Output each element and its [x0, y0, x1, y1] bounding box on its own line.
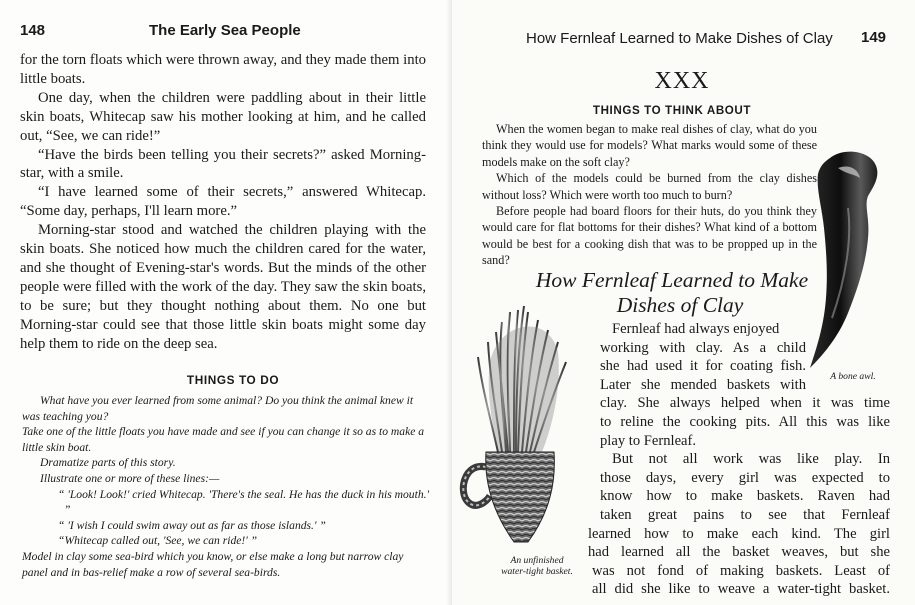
- paragraph: Morning-star stood and watched the children playing with the skin boats. She noticed how much the children cared for the water, and she thought of Evening-star's words. But the minds of the other people were filled with the work of the day. They saw the skin boats, to be sure; but they thought nothing about them. No one but Morning-star could see that those little skin boats might some day help them to ride on the deep sea.: [20, 222, 426, 352]
- story-title-line: How Fernleaf Learned to Make: [535, 268, 809, 292]
- basket-illustration: [458, 302, 590, 552]
- story-line: those days, every girl was expected to: [600, 469, 890, 486]
- running-head: The Early Sea People: [149, 22, 301, 39]
- running-head: How Fernleaf Learned to Make Dishes of Clay: [526, 30, 833, 47]
- story-line: know how to make baskets. Raven had: [600, 488, 890, 505]
- story-line: Fernleaf had always enjoyed: [612, 321, 780, 337]
- chapter-number: XXX: [654, 68, 710, 94]
- story-line: all did she like to weave a water-tight basket.: [592, 581, 890, 598]
- list-item: Illustrate one or more of these lines:—: [40, 471, 220, 485]
- story-line: taken great pains to see that Fernleaf: [600, 507, 890, 523]
- things-to-do-heading: THINGS TO DO: [186, 373, 280, 387]
- story-line: working with clay. As a child: [600, 339, 806, 356]
- paragraph: for the torn floats which were thrown away, and they made them into little boats.: [20, 52, 426, 87]
- paragraph: “Have the birds been telling you their secrets?” asked Morning-star, with a smile.: [20, 146, 426, 182]
- story-line: had learned all the basket weaves, but she: [588, 544, 890, 561]
- story-text: [20, 51, 426, 354]
- paragraph: One day, when the children were paddling about in their little skin boats, Whitecap saw his mother looking at him, and he called out, “See, we can ride!”: [20, 89, 426, 144]
- story-line: clay. She always helped when it was time: [600, 395, 890, 412]
- left-page: [0, 0, 452, 605]
- story-line: learned how to make each kind. The girl: [588, 525, 890, 542]
- story-line: Later she mended baskets with: [600, 376, 806, 393]
- think-section: [482, 121, 817, 269]
- think-paragraph: When the women began to make real dishes of clay, what do you think they would use for models? What marks would some of these models make on the soft clay?: [482, 122, 817, 169]
- story-line: she had used it for coating fish.: [600, 358, 806, 375]
- list-item: “ 'I wish I could swim away out as far as those islands.' ”: [58, 518, 326, 532]
- think-paragraph: Before people had board floors for their huts, do you think they would care for flat bottoms for their dishes? What kind of a bottom would be best for a cooking dish that was to be propped up in the sand?: [482, 204, 817, 268]
- list-item: What have you ever learned from some animal? Do you think the animal knew it was teaching you?: [22, 394, 414, 423]
- story-line: play to Fernleaf.: [600, 432, 697, 449]
- list-item: “ 'Look! Look!' cried Whitecap. 'There's the seal. He has the duck in his mouth.' ”: [58, 487, 429, 517]
- paragraph: “I have learned some of their secrets,” answered Whitecap. “Some day, perhaps, I'll learn more.”: [20, 184, 426, 220]
- story-line: was not fond of making baskets. Least of: [592, 562, 890, 579]
- right-page: [452, 0, 915, 605]
- bone-awl-illustration: [808, 148, 898, 370]
- story-title-line: Dishes of Clay: [616, 293, 744, 317]
- basket-caption-line: water-tight basket.: [501, 566, 573, 577]
- list-item: Take one of the little floats you have made and see if you can change it so as to make a little skin boat.: [22, 425, 425, 454]
- page-number: 149: [861, 29, 887, 46]
- list-item: Dramatize parts of this story.: [40, 456, 176, 470]
- basket-caption-line: An unfinished: [510, 555, 564, 566]
- think-heading: THINGS TO THINK ABOUT: [592, 104, 752, 117]
- think-paragraph: Which of the models could be burned from the clay dishes without loss? Which were worth too much to burn?: [482, 171, 817, 202]
- things-to-do-list: [22, 393, 430, 580]
- awl-caption: A bone awl.: [830, 371, 876, 382]
- story-line: But not all work was like play. In: [612, 451, 890, 468]
- page-number: 148: [20, 22, 46, 39]
- basket-caption: [482, 555, 592, 577]
- list-item: Model in clay some sea-bird which you know, or else make a long but narrow clay panel and in bas-relief make a row of several sea-birds.: [22, 549, 404, 579]
- story-line: to reline the cooking pits. All this was like: [600, 414, 890, 430]
- list-item: “Whitecap called out, 'See, we can ride!' ”: [58, 534, 258, 548]
